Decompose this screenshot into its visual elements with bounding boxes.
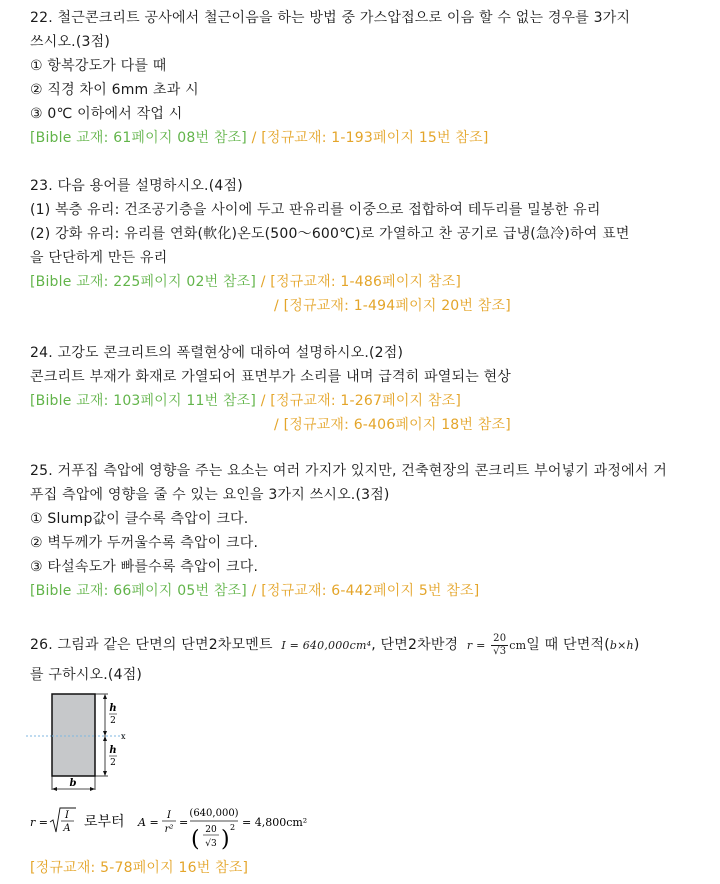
h-top-denominator: 2 — [110, 716, 116, 726]
width-arrow-left — [52, 787, 57, 791]
q26-text-d: ) — [633, 637, 640, 653]
h-bottom-denominator: 2 — [110, 758, 116, 768]
radius-lhs: r = — [466, 639, 486, 652]
q24-standard-ref-2: / [정규교재: 6-406페이지 18번 참조] — [274, 417, 511, 433]
area-symbol: b×h — [609, 639, 634, 652]
q22-bible-ref: [Bible 교재: 61페이지 08번 참조] — [30, 130, 247, 146]
sol-f2-den-denominator: √3 — [205, 839, 217, 849]
radius-numerator: 20 — [491, 633, 508, 646]
paren-right: ) — [221, 827, 230, 852]
q24-question-line1: 24. 고강도 콘크리트의 폭렬현상에 대하여 설명하시오.(2점) — [30, 345, 404, 361]
q22-answer-3: ③ 0℃ 이하에서 작업 시 — [30, 106, 183, 122]
q26-standard-ref: [정규교재: 5-78페이지 16번 참조] — [30, 860, 249, 876]
inertia-formula: I = 640,000cm⁴ — [281, 639, 372, 652]
q26-text-c: 일 때 단면적( — [526, 637, 610, 653]
q25-question-line2: 푸집 측압에 영향을 줄 수 있는 요인을 3가지 쓰시오.(3점) — [30, 487, 390, 503]
q25-bible-ref: [Bible 교재: 66페이지 05번 참조] — [30, 583, 247, 599]
sol-f2-den-numerator: 20 — [205, 825, 217, 835]
q25-answer-1: ① Slump값이 클수록 측압이 크다. — [30, 511, 249, 527]
q25-answer-2: ② 벽두께가 두꺼울수록 측압이 크다. — [30, 535, 259, 551]
q22-answer-1: ① 항복강도가 다를 때 — [30, 58, 167, 74]
q25-ref-separator: / — [251, 583, 257, 599]
q25-answer-3: ③ 타설속도가 빠를수록 측압이 크다. — [30, 559, 259, 575]
q25-standard-ref: [정규교재: 6-442페이지 5번 참조] — [261, 583, 480, 599]
sol-f1-denominator: r² — [164, 824, 174, 835]
q26-question-line1 — [30, 630, 640, 660]
sol-from-text: 로부터 — [84, 814, 125, 830]
q26-text-a: 26. 그림과 같은 단면의 단면2차모멘트 — [30, 637, 273, 653]
q22-answer-2: ② 직경 차이 6mm 초과 시 — [30, 82, 199, 98]
q23-standard-ref-1: [정규교재: 1-486페이지 참조] — [270, 274, 462, 290]
q22-references — [30, 126, 489, 150]
solution-formula — [28, 798, 328, 854]
q23-answer-1: (1) 복층 유리: 건조공기층을 사이에 두고 판유리를 이중으로 접합하여 테두리를 밀봉한 유리 — [30, 202, 601, 218]
q24-references — [30, 389, 461, 413]
q23-standard-ref-2: / [정규교재: 1-494페이지 20번 참조] — [274, 298, 511, 314]
q23-references — [30, 270, 461, 294]
q22-standard-ref: [정규교재: 1-193페이지 15번 참조] — [261, 130, 489, 146]
h-top-label: h — [109, 703, 117, 714]
dim-arrow-bottom — [103, 771, 107, 776]
q24-ref-separator: / — [260, 393, 266, 409]
q24-answer-1: 콘크리트 부재가 화재로 가열되어 표면부가 소리를 내며 급격히 파열되는 현상 — [30, 369, 512, 385]
sol-f2-numerator: (640,000) — [189, 808, 239, 819]
q23-answer-2-line1: (2) 강화 유리: 유리를 연화(軟化)온도(500～600℃)로 가열하고 찬 공기로 급냉(急冷)하여 표면 — [30, 226, 630, 242]
sol-a-lhs: A = — [138, 816, 159, 829]
sol-sqrt-numerator: I — [65, 810, 69, 821]
h-bottom-label: h — [109, 745, 117, 756]
sol-result: = 4,800cm² — [242, 816, 308, 829]
dim-arrow-top — [103, 694, 107, 699]
q23-question-line1: 23. 다음 용어를 설명하시오.(4점) — [30, 178, 243, 194]
q23-ref-separator: / — [260, 274, 266, 290]
q24-bible-ref: [Bible 교재: 103페이지 11번 참조] — [30, 393, 257, 409]
width-label: b — [69, 778, 77, 789]
dim-arrow-mid-down — [103, 736, 107, 741]
x-axis-label: x — [121, 732, 126, 741]
width-arrow-right — [90, 787, 95, 791]
sol-f1-numerator: I — [167, 810, 171, 821]
sol-equals: = — [179, 816, 189, 829]
dim-arrow-mid-up — [103, 731, 107, 736]
section-rectangle — [52, 694, 95, 776]
q23-bible-ref: [Bible 교재: 225페이지 02번 참조] — [30, 274, 257, 290]
q22-question-line2: 쓰시오.(3점) — [30, 34, 110, 50]
sol-sqrt-denominator: A — [63, 823, 71, 834]
cross-section-figure — [26, 690, 136, 796]
sol-r-lhs: r = — [30, 816, 48, 829]
paren-left: ( — [191, 827, 200, 852]
q26-question-line2: 를 구하시오.(4점) — [30, 667, 143, 683]
q26-text-b: , 단면2차반경 — [371, 637, 459, 653]
q23-answer-2-line2: 을 단단하게 만든 유리 — [30, 250, 168, 266]
q25-references — [30, 579, 479, 603]
q22-ref-separator: / — [251, 130, 257, 146]
radius-fraction — [491, 633, 508, 658]
sol-f2-exponent: 2 — [230, 823, 236, 832]
q25-question-line1: 25. 거푸집 측압에 영향을 주는 요소는 여러 가지가 있지만, 건축현장의 콘크리트 부어넣기 과정에서 거 — [30, 463, 667, 479]
q22-question-line1: 22. 철근콘크리트 공사에서 철근이음을 하는 방법 중 가스압접으로 이음 할 수 없는 경우를 3가지 — [30, 10, 631, 26]
radius-unit: cm — [509, 639, 527, 652]
q24-standard-ref-1: [정규교재: 1-267페이지 참조] — [270, 393, 462, 409]
radius-denominator: √3 — [493, 645, 507, 657]
